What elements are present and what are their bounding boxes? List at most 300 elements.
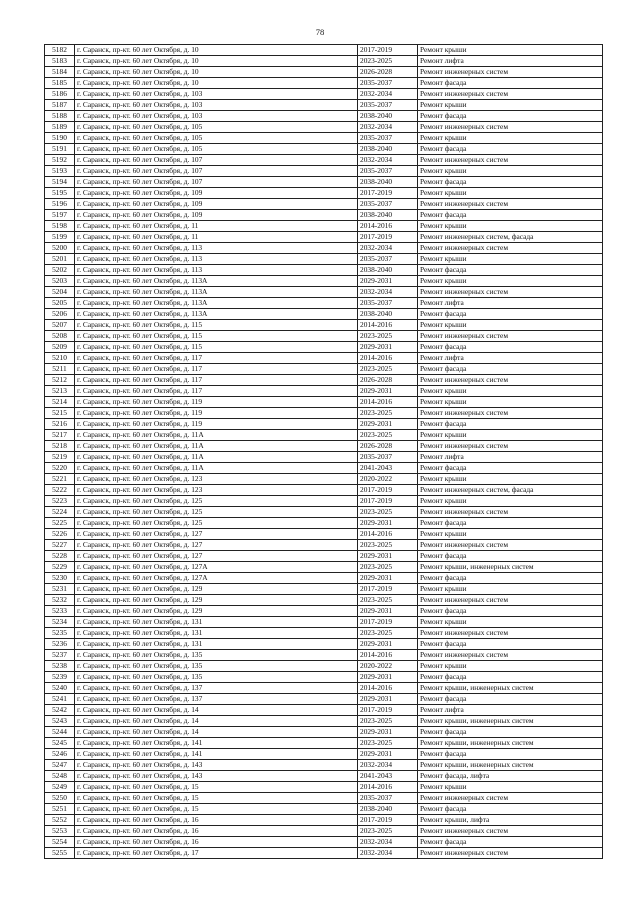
table-row bbox=[45, 826, 603, 837]
table-row bbox=[45, 782, 603, 793]
row-number: 5255 bbox=[45, 848, 75, 859]
address-cell: г. Саранск, пр-кт. 60 лет Октября, д. 115 bbox=[75, 342, 358, 353]
row-number: 5187 bbox=[45, 100, 75, 111]
table-row bbox=[45, 408, 603, 419]
row-number: 5218 bbox=[45, 441, 75, 452]
work-type-cell: Ремонт фасада bbox=[418, 309, 603, 320]
address-cell: г. Саранск, пр-кт. 60 лет Октября, д. 115 bbox=[75, 320, 358, 331]
address-cell: г. Саранск, пр-кт. 60 лет Октября, д. 113А bbox=[75, 276, 358, 287]
address-cell: г. Саранск, пр-кт. 60 лет Октября, д. 105 bbox=[75, 122, 358, 133]
period-cell: 2038-2040 bbox=[358, 265, 418, 276]
address-cell: г. Саранск, пр-кт. 60 лет Октября, д. 125 bbox=[75, 507, 358, 518]
table-row bbox=[45, 111, 603, 122]
address-cell: г. Саранск, пр-кт. 60 лет Октября, д. 135 bbox=[75, 661, 358, 672]
row-number: 5193 bbox=[45, 166, 75, 177]
period-cell: 2035-2037 bbox=[358, 793, 418, 804]
row-number: 5223 bbox=[45, 496, 75, 507]
work-type-cell: Ремонт инженерных систем, фасада bbox=[418, 232, 603, 243]
address-cell: г. Саранск, пр-кт. 60 лет Октября, д. 131 bbox=[75, 628, 358, 639]
table-row bbox=[45, 210, 603, 221]
table-row bbox=[45, 419, 603, 430]
work-type-cell: Ремонт крыши bbox=[418, 254, 603, 265]
row-number: 5185 bbox=[45, 78, 75, 89]
row-number: 5228 bbox=[45, 551, 75, 562]
work-type-cell: Ремонт фасада bbox=[418, 210, 603, 221]
address-cell: г. Саранск, пр-кт. 60 лет Октября, д. 129 bbox=[75, 584, 358, 595]
period-cell: 2023-2025 bbox=[358, 408, 418, 419]
row-number: 5254 bbox=[45, 837, 75, 848]
period-cell: 2014-2016 bbox=[358, 650, 418, 661]
work-type-cell: Ремонт лифта bbox=[418, 452, 603, 463]
address-cell: г. Саранск, пр-кт. 60 лет Октября, д. 113А bbox=[75, 287, 358, 298]
period-cell: 2032-2034 bbox=[358, 287, 418, 298]
period-cell: 2029-2031 bbox=[358, 573, 418, 584]
address-cell: г. Саранск, пр-кт. 60 лет Октября, д. 117 bbox=[75, 353, 358, 364]
row-number: 5200 bbox=[45, 243, 75, 254]
address-cell: г. Саранск, пр-кт. 60 лет Октября, д. 113А bbox=[75, 309, 358, 320]
period-cell: 2038-2040 bbox=[358, 144, 418, 155]
row-number: 5227 bbox=[45, 540, 75, 551]
work-type-cell: Ремонт инженерных систем bbox=[418, 441, 603, 452]
work-type-cell: Ремонт крыши bbox=[418, 397, 603, 408]
period-cell: 2035-2037 bbox=[358, 254, 418, 265]
row-number: 5244 bbox=[45, 727, 75, 738]
row-number: 5251 bbox=[45, 804, 75, 815]
row-number: 5229 bbox=[45, 562, 75, 573]
period-cell: 2035-2037 bbox=[358, 199, 418, 210]
table-row bbox=[45, 540, 603, 551]
table-row bbox=[45, 639, 603, 650]
period-cell: 2017-2019 bbox=[358, 496, 418, 507]
row-number: 5226 bbox=[45, 529, 75, 540]
address-cell: г. Саранск, пр-кт. 60 лет Октября, д. 10 bbox=[75, 67, 358, 78]
work-type-cell: Ремонт инженерных систем bbox=[418, 507, 603, 518]
table-row bbox=[45, 551, 603, 562]
table-row bbox=[45, 628, 603, 639]
address-cell: г. Саранск, пр-кт. 60 лет Октября, д. 113А bbox=[75, 298, 358, 309]
period-cell: 2020-2022 bbox=[358, 661, 418, 672]
row-number: 5204 bbox=[45, 287, 75, 298]
work-type-cell: Ремонт лифта bbox=[418, 353, 603, 364]
work-type-cell: Ремонт лифта bbox=[418, 298, 603, 309]
address-cell: г. Саранск, пр-кт. 60 лет Октября, д. 11 bbox=[75, 232, 358, 243]
period-cell: 2038-2040 bbox=[358, 210, 418, 221]
table-row bbox=[45, 727, 603, 738]
period-cell: 2023-2025 bbox=[358, 826, 418, 837]
work-type-cell: Ремонт крыши bbox=[418, 474, 603, 485]
period-cell: 2041-2043 bbox=[358, 771, 418, 782]
period-cell: 2017-2019 bbox=[358, 232, 418, 243]
work-type-cell: Ремонт инженерных систем bbox=[418, 199, 603, 210]
work-type-cell: Ремонт инженерных систем bbox=[418, 67, 603, 78]
table-row bbox=[45, 441, 603, 452]
address-cell: г. Саранск, пр-кт. 60 лет Октября, д. 16 bbox=[75, 815, 358, 826]
work-type-cell: Ремонт инженерных систем bbox=[418, 375, 603, 386]
row-number: 5230 bbox=[45, 573, 75, 584]
table-row bbox=[45, 221, 603, 232]
period-cell: 2032-2034 bbox=[358, 848, 418, 859]
period-cell: 2029-2031 bbox=[358, 639, 418, 650]
work-type-cell: Ремонт фасада bbox=[418, 463, 603, 474]
address-cell: г. Саранск, пр-кт. 60 лет Октября, д. 135 bbox=[75, 650, 358, 661]
page-number: 78 bbox=[315, 27, 325, 37]
table-row bbox=[45, 716, 603, 727]
table-row bbox=[45, 100, 603, 111]
work-type-cell: Ремонт инженерных систем bbox=[418, 595, 603, 606]
work-type-cell: Ремонт крыши bbox=[418, 617, 603, 628]
period-cell: 2017-2019 bbox=[358, 188, 418, 199]
table-row bbox=[45, 496, 603, 507]
period-cell: 2017-2019 bbox=[358, 584, 418, 595]
table-row bbox=[45, 89, 603, 100]
table-row bbox=[45, 573, 603, 584]
table-row bbox=[45, 804, 603, 815]
period-cell: 2035-2037 bbox=[358, 78, 418, 89]
period-cell: 2038-2040 bbox=[358, 804, 418, 815]
table-row bbox=[45, 243, 603, 254]
period-cell: 2023-2025 bbox=[358, 331, 418, 342]
period-cell: 2029-2031 bbox=[358, 551, 418, 562]
address-cell: г. Саранск, пр-кт. 60 лет Октября, д. 103 bbox=[75, 100, 358, 111]
table-row bbox=[45, 122, 603, 133]
table-row bbox=[45, 738, 603, 749]
work-type-cell: Ремонт инженерных систем bbox=[418, 650, 603, 661]
address-cell: г. Саранск, пр-кт. 60 лет Октября, д. 14 bbox=[75, 716, 358, 727]
period-cell: 2014-2016 bbox=[358, 320, 418, 331]
row-number: 5210 bbox=[45, 353, 75, 364]
period-cell: 2023-2025 bbox=[358, 595, 418, 606]
work-type-cell: Ремонт крыши bbox=[418, 276, 603, 287]
address-cell: г. Саранск, пр-кт. 60 лет Октября, д. 103 bbox=[75, 89, 358, 100]
row-number: 5203 bbox=[45, 276, 75, 287]
work-type-cell: Ремонт фасада bbox=[418, 111, 603, 122]
work-type-cell: Ремонт лифта bbox=[418, 56, 603, 67]
table-row bbox=[45, 837, 603, 848]
period-cell: 2014-2016 bbox=[358, 529, 418, 540]
address-cell: г. Саранск, пр-кт. 60 лет Октября, д. 109 bbox=[75, 188, 358, 199]
work-type-cell: Ремонт фасада bbox=[418, 837, 603, 848]
period-cell: 2017-2019 bbox=[358, 705, 418, 716]
work-type-cell: Ремонт фасада bbox=[418, 342, 603, 353]
work-type-cell: Ремонт фасада bbox=[418, 749, 603, 760]
row-number: 5184 bbox=[45, 67, 75, 78]
row-number: 5198 bbox=[45, 221, 75, 232]
row-number: 5183 bbox=[45, 56, 75, 67]
address-cell: г. Саранск, пр-кт. 60 лет Октября, д. 113 bbox=[75, 243, 358, 254]
table-row bbox=[45, 320, 603, 331]
period-cell: 2017-2019 bbox=[358, 45, 418, 56]
period-cell: 2023-2025 bbox=[358, 540, 418, 551]
row-number: 5221 bbox=[45, 474, 75, 485]
work-type-cell: Ремонт фасада bbox=[418, 177, 603, 188]
work-type-cell: Ремонт фасада bbox=[418, 265, 603, 276]
table-row bbox=[45, 606, 603, 617]
table-row bbox=[45, 375, 603, 386]
period-cell: 2029-2031 bbox=[358, 694, 418, 705]
work-type-cell: Ремонт крыши bbox=[418, 133, 603, 144]
row-number: 5191 bbox=[45, 144, 75, 155]
address-cell: г. Саранск, пр-кт. 60 лет Октября, д. 10 bbox=[75, 78, 358, 89]
work-type-cell: Ремонт лифта bbox=[418, 705, 603, 716]
table-row bbox=[45, 254, 603, 265]
period-cell: 2035-2037 bbox=[358, 452, 418, 463]
address-cell: г. Саранск, пр-кт. 60 лет Октября, д. 129 bbox=[75, 595, 358, 606]
period-cell: 2020-2022 bbox=[358, 474, 418, 485]
row-number: 5243 bbox=[45, 716, 75, 727]
work-type-cell: Ремонт крыши bbox=[418, 496, 603, 507]
row-number: 5245 bbox=[45, 738, 75, 749]
table-row bbox=[45, 166, 603, 177]
table-row bbox=[45, 309, 603, 320]
address-cell: г. Саранск, пр-кт. 60 лет Октября, д. 113 bbox=[75, 254, 358, 265]
table-row bbox=[45, 683, 603, 694]
period-cell: 2026-2028 bbox=[358, 67, 418, 78]
table-row bbox=[45, 188, 603, 199]
table-row bbox=[45, 815, 603, 826]
period-cell: 2029-2031 bbox=[358, 672, 418, 683]
row-number: 5237 bbox=[45, 650, 75, 661]
address-cell: г. Саранск, пр-кт. 60 лет Октября, д. 107 bbox=[75, 166, 358, 177]
row-number: 5182 bbox=[45, 45, 75, 56]
period-cell: 2026-2028 bbox=[358, 441, 418, 452]
period-cell: 2026-2028 bbox=[358, 375, 418, 386]
work-type-cell: Ремонт крыши bbox=[418, 221, 603, 232]
row-number: 5238 bbox=[45, 661, 75, 672]
address-cell: г. Саранск, пр-кт. 60 лет Октября, д. 16 bbox=[75, 837, 358, 848]
work-type-cell: Ремонт крыши, инженерных систем bbox=[418, 716, 603, 727]
row-number: 5211 bbox=[45, 364, 75, 375]
work-type-cell: Ремонт фасада bbox=[418, 639, 603, 650]
row-number: 5219 bbox=[45, 452, 75, 463]
table-body bbox=[45, 45, 603, 859]
period-cell: 2029-2031 bbox=[358, 518, 418, 529]
period-cell: 2029-2031 bbox=[358, 342, 418, 353]
row-number: 5252 bbox=[45, 815, 75, 826]
row-number: 5241 bbox=[45, 694, 75, 705]
address-cell: г. Саранск, пр-кт. 60 лет Октября, д. 11А bbox=[75, 441, 358, 452]
period-cell: 2038-2040 bbox=[358, 177, 418, 188]
period-cell: 2035-2037 bbox=[358, 298, 418, 309]
address-cell: г. Саранск, пр-кт. 60 лет Октября, д. 119 bbox=[75, 419, 358, 430]
address-cell: г. Саранск, пр-кт. 60 лет Октября, д. 10 bbox=[75, 56, 358, 67]
work-type-cell: Ремонт крыши, инженерных систем bbox=[418, 562, 603, 573]
period-cell: 2017-2019 bbox=[358, 617, 418, 628]
work-type-cell: Ремонт крыши bbox=[418, 661, 603, 672]
work-type-cell: Ремонт фасада bbox=[418, 419, 603, 430]
address-cell: г. Саранск, пр-кт. 60 лет Октября, д. 14 bbox=[75, 705, 358, 716]
work-type-cell: Ремонт крыши bbox=[418, 100, 603, 111]
row-number: 5240 bbox=[45, 683, 75, 694]
table-row bbox=[45, 650, 603, 661]
address-cell: г. Саранск, пр-кт. 60 лет Октября, д. 115 bbox=[75, 331, 358, 342]
row-number: 5189 bbox=[45, 122, 75, 133]
period-cell: 2029-2031 bbox=[358, 276, 418, 287]
row-number: 5206 bbox=[45, 309, 75, 320]
table-row bbox=[45, 562, 603, 573]
row-number: 5242 bbox=[45, 705, 75, 716]
table-row bbox=[45, 331, 603, 342]
work-type-cell: Ремонт крыши bbox=[418, 188, 603, 199]
address-cell: г. Саранск, пр-кт. 60 лет Октября, д. 141 bbox=[75, 738, 358, 749]
work-type-cell: Ремонт инженерных систем bbox=[418, 540, 603, 551]
address-cell: г. Саранск, пр-кт. 60 лет Октября, д. 11А bbox=[75, 452, 358, 463]
work-type-cell: Ремонт инженерных систем bbox=[418, 287, 603, 298]
address-cell: г. Саранск, пр-кт. 60 лет Октября, д. 135 bbox=[75, 672, 358, 683]
period-cell: 2014-2016 bbox=[358, 397, 418, 408]
repair-schedule-table bbox=[44, 44, 603, 859]
table-row bbox=[45, 353, 603, 364]
period-cell: 2032-2034 bbox=[358, 243, 418, 254]
period-cell: 2014-2016 bbox=[358, 782, 418, 793]
row-number: 5208 bbox=[45, 331, 75, 342]
address-cell: г. Саранск, пр-кт. 60 лет Октября, д. 127 bbox=[75, 540, 358, 551]
address-cell: г. Саранск, пр-кт. 60 лет Октября, д. 119 bbox=[75, 408, 358, 419]
period-cell: 2023-2025 bbox=[358, 738, 418, 749]
work-type-cell: Ремонт инженерных систем bbox=[418, 89, 603, 100]
period-cell: 2023-2025 bbox=[358, 562, 418, 573]
work-type-cell: Ремонт фасада bbox=[418, 672, 603, 683]
work-type-cell: Ремонт фасада bbox=[418, 804, 603, 815]
work-type-cell: Ремонт крыши bbox=[418, 430, 603, 441]
table-row bbox=[45, 694, 603, 705]
address-cell: г. Саранск, пр-кт. 60 лет Октября, д. 131 bbox=[75, 639, 358, 650]
table-row bbox=[45, 661, 603, 672]
address-cell: г. Саранск, пр-кт. 60 лет Октября, д. 113 bbox=[75, 265, 358, 276]
work-type-cell: Ремонт фасада, лифта bbox=[418, 771, 603, 782]
period-cell: 2023-2025 bbox=[358, 628, 418, 639]
work-type-cell: Ремонт фасада bbox=[418, 727, 603, 738]
row-number: 5212 bbox=[45, 375, 75, 386]
table-row bbox=[45, 463, 603, 474]
period-cell: 2023-2025 bbox=[358, 430, 418, 441]
table-row bbox=[45, 56, 603, 67]
table-row bbox=[45, 485, 603, 496]
row-number: 5214 bbox=[45, 397, 75, 408]
work-type-cell: Ремонт крыши, инженерных систем bbox=[418, 683, 603, 694]
table-row bbox=[45, 595, 603, 606]
period-cell: 2032-2034 bbox=[358, 122, 418, 133]
work-type-cell: Ремонт крыши bbox=[418, 45, 603, 56]
work-type-cell: Ремонт фасада bbox=[418, 78, 603, 89]
work-type-cell: Ремонт фасада bbox=[418, 694, 603, 705]
period-cell: 2014-2016 bbox=[358, 353, 418, 364]
work-type-cell: Ремонт крыши bbox=[418, 320, 603, 331]
address-cell: г. Саранск, пр-кт. 60 лет Октября, д. 119 bbox=[75, 397, 358, 408]
table-row bbox=[45, 518, 603, 529]
work-type-cell: Ремонт крыши bbox=[418, 386, 603, 397]
table-row bbox=[45, 848, 603, 859]
table-row bbox=[45, 584, 603, 595]
work-type-cell: Ремонт инженерных систем bbox=[418, 408, 603, 419]
row-number: 5188 bbox=[45, 111, 75, 122]
table-row bbox=[45, 749, 603, 760]
work-type-cell: Ремонт фасада bbox=[418, 551, 603, 562]
period-cell: 2035-2037 bbox=[358, 100, 418, 111]
period-cell: 2023-2025 bbox=[358, 507, 418, 518]
row-number: 5248 bbox=[45, 771, 75, 782]
address-cell: г. Саранск, пр-кт. 60 лет Октября, д. 105 bbox=[75, 133, 358, 144]
row-number: 5194 bbox=[45, 177, 75, 188]
work-type-cell: Ремонт инженерных систем bbox=[418, 628, 603, 639]
period-cell: 2029-2031 bbox=[358, 419, 418, 430]
table-row bbox=[45, 199, 603, 210]
row-number: 5213 bbox=[45, 386, 75, 397]
work-type-cell: Ремонт крыши, инженерных систем bbox=[418, 760, 603, 771]
table-row bbox=[45, 705, 603, 716]
table-row bbox=[45, 364, 603, 375]
period-cell: 2014-2016 bbox=[358, 683, 418, 694]
period-cell: 2032-2034 bbox=[358, 155, 418, 166]
address-cell: г. Саранск, пр-кт. 60 лет Октября, д. 137 bbox=[75, 694, 358, 705]
address-cell: г. Саранск, пр-кт. 60 лет Октября, д. 16 bbox=[75, 826, 358, 837]
row-number: 5231 bbox=[45, 584, 75, 595]
work-type-cell: Ремонт крыши bbox=[418, 529, 603, 540]
work-type-cell: Ремонт инженерных систем bbox=[418, 122, 603, 133]
row-number: 5236 bbox=[45, 639, 75, 650]
period-cell: 2038-2040 bbox=[358, 309, 418, 320]
row-number: 5247 bbox=[45, 760, 75, 771]
work-type-cell: Ремонт фасада bbox=[418, 364, 603, 375]
period-cell: 2023-2025 bbox=[358, 716, 418, 727]
work-type-cell: Ремонт инженерных систем bbox=[418, 331, 603, 342]
work-type-cell: Ремонт фасада bbox=[418, 518, 603, 529]
address-cell: г. Саранск, пр-кт. 60 лет Октября, д. 123 bbox=[75, 485, 358, 496]
row-number: 5246 bbox=[45, 749, 75, 760]
table-row bbox=[45, 452, 603, 463]
table-row bbox=[45, 672, 603, 683]
work-type-cell: Ремонт инженерных систем bbox=[418, 793, 603, 804]
period-cell: 2035-2037 bbox=[358, 166, 418, 177]
row-number: 5250 bbox=[45, 793, 75, 804]
address-cell: г. Саранск, пр-кт. 60 лет Октября, д. 107 bbox=[75, 155, 358, 166]
address-cell: г. Саранск, пр-кт. 60 лет Октября, д. 125 bbox=[75, 518, 358, 529]
table-row bbox=[45, 155, 603, 166]
address-cell: г. Саранск, пр-кт. 60 лет Октября, д. 123 bbox=[75, 474, 358, 485]
row-number: 5220 bbox=[45, 463, 75, 474]
row-number: 5253 bbox=[45, 826, 75, 837]
period-cell: 2029-2031 bbox=[358, 606, 418, 617]
row-number: 5217 bbox=[45, 430, 75, 441]
work-type-cell: Ремонт фасада bbox=[418, 573, 603, 584]
address-cell: г. Саранск, пр-кт. 60 лет Октября, д. 15 bbox=[75, 782, 358, 793]
address-cell: г. Саранск, пр-кт. 60 лет Октября, д. 109 bbox=[75, 210, 358, 221]
work-type-cell: Ремонт крыши bbox=[418, 782, 603, 793]
row-number: 5239 bbox=[45, 672, 75, 683]
row-number: 5215 bbox=[45, 408, 75, 419]
table-row bbox=[45, 45, 603, 56]
row-number: 5232 bbox=[45, 595, 75, 606]
period-cell: 2029-2031 bbox=[358, 386, 418, 397]
table-row bbox=[45, 793, 603, 804]
row-number: 5190 bbox=[45, 133, 75, 144]
period-cell: 2023-2025 bbox=[358, 364, 418, 375]
row-number: 5233 bbox=[45, 606, 75, 617]
table-row bbox=[45, 617, 603, 628]
row-number: 5192 bbox=[45, 155, 75, 166]
row-number: 5234 bbox=[45, 617, 75, 628]
row-number: 5235 bbox=[45, 628, 75, 639]
period-cell: 2029-2031 bbox=[358, 727, 418, 738]
address-cell: г. Саранск, пр-кт. 60 лет Октября, д. 127 bbox=[75, 551, 358, 562]
address-cell: г. Саранск, пр-кт. 60 лет Октября, д. 137 bbox=[75, 683, 358, 694]
period-cell: 2032-2034 bbox=[358, 760, 418, 771]
table-row bbox=[45, 760, 603, 771]
table-row bbox=[45, 287, 603, 298]
work-type-cell: Ремонт крыши bbox=[418, 166, 603, 177]
row-number: 5207 bbox=[45, 320, 75, 331]
period-cell: 2017-2019 bbox=[358, 815, 418, 826]
table-row bbox=[45, 298, 603, 309]
